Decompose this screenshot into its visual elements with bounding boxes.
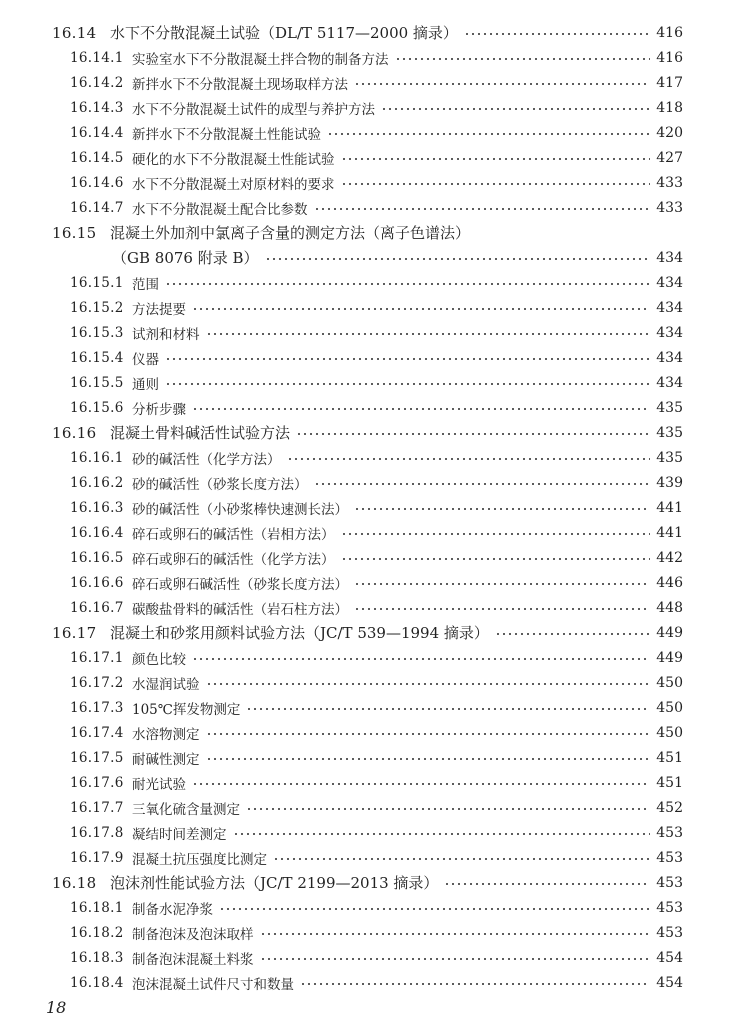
dot-leader	[260, 958, 651, 960]
entry-title: （GB 8076 附录 B）	[112, 249, 259, 267]
entry-page-number: 453	[656, 849, 683, 866]
toc-subsection-entry[interactable]	[0, 470, 730, 495]
toc-subsection-entry[interactable]	[0, 570, 730, 595]
entry-page-number: 453	[656, 874, 683, 891]
entry-number: 16.17.6	[70, 774, 124, 791]
entry-title: 实验室水下不分散混凝土拌合物的制备方法	[132, 51, 389, 68]
dot-leader	[192, 408, 650, 410]
entry-number: 16.17.1	[70, 649, 124, 666]
toc-subsection-entry[interactable]	[0, 770, 730, 795]
toc-section-entry[interactable]	[0, 220, 730, 245]
dot-leader	[354, 608, 650, 610]
entry-page-number: 453	[656, 824, 683, 841]
entry-page-number: 420	[656, 124, 683, 141]
dot-leader	[246, 808, 650, 810]
toc-subsection-entry[interactable]	[0, 195, 730, 220]
entry-page-number: 441	[656, 499, 683, 516]
entry-page-number: 449	[656, 624, 683, 641]
entry-title: 混凝土骨料碱活性试验方法	[110, 424, 291, 442]
toc-subsection-entry[interactable]	[0, 845, 730, 870]
toc-section-entry[interactable]	[0, 870, 730, 895]
entry-title: 砂的碱活性（小砂浆棒快速测长法）	[132, 501, 348, 518]
entry-number: 16.15.3	[70, 324, 124, 341]
entry-title: 方法提要	[132, 301, 186, 318]
entry-number: 16.17.8	[70, 824, 124, 841]
entry-title: 新拌水下不分散混凝土现场取样方法	[132, 76, 348, 93]
dot-leader	[354, 583, 650, 585]
toc-subsection-entry[interactable]	[0, 370, 730, 395]
entry-title: 水湿润试验	[132, 676, 200, 693]
entry-number: 16.18.1	[70, 899, 124, 916]
entry-title: 制备泡沫混凝土料浆	[132, 951, 254, 968]
toc-subsection-entry[interactable]	[0, 595, 730, 620]
entry-page-number: 446	[656, 574, 683, 591]
entry-title: 水溶物测定	[132, 726, 200, 743]
entry-title: 制备水泥净浆	[132, 901, 213, 918]
entry-number: 16.16.7	[70, 599, 124, 616]
toc-subsection-entry[interactable]	[0, 495, 730, 520]
entry-page-number: 434	[656, 349, 683, 366]
entry-number: 16.14.6	[70, 174, 124, 191]
entry-page-number: 439	[656, 474, 683, 491]
toc-subsection-entry[interactable]	[0, 920, 730, 945]
dot-leader	[165, 383, 650, 385]
dot-leader	[296, 433, 650, 435]
dot-leader	[265, 258, 651, 260]
toc-subsection-entry[interactable]	[0, 120, 730, 145]
entry-page-number: 449	[656, 649, 683, 666]
dot-leader	[192, 308, 650, 310]
entry-number: 16.18.4	[70, 974, 124, 991]
dot-leader	[354, 83, 650, 85]
entry-number: 16.18.2	[70, 924, 124, 941]
entry-number: 16.15.6	[70, 399, 124, 416]
entry-number: 16.14.1	[70, 49, 124, 66]
entry-number: 16.14.7	[70, 199, 124, 216]
dot-leader	[165, 283, 650, 285]
entry-number: 16.14	[52, 23, 97, 42]
entry-title: 耐碱性测定	[132, 751, 200, 768]
entry-title: 三氧化硫含量测定	[132, 801, 240, 818]
dot-leader	[219, 908, 650, 910]
entry-number: 16.16.5	[70, 549, 124, 566]
toc-subsection-entry[interactable]	[0, 945, 730, 970]
dot-leader	[381, 108, 650, 110]
entry-number: 16.15	[52, 223, 97, 242]
entry-title: 碎石或卵石的碱活性（岩相方法）	[132, 526, 335, 543]
entry-title: 新拌水下不分散混凝土性能试验	[132, 126, 321, 143]
toc-subsection-entry[interactable]	[0, 345, 730, 370]
entry-page-number: 433	[656, 199, 683, 216]
entry-title: 碎石或卵石的碱活性（化学方法）	[132, 551, 335, 568]
entry-page-number: 417	[656, 74, 683, 91]
entry-number: 16.18.3	[70, 949, 124, 966]
toc-subsection-entry[interactable]	[0, 795, 730, 820]
entry-title: 水下不分散混凝土试验（DL/T 5117—2000 摘录）	[110, 24, 458, 42]
dot-leader	[206, 758, 651, 760]
entry-title: 泡沫混凝土试件尺寸和数量	[132, 976, 294, 993]
entry-title: 硬化的水下不分散混凝土性能试验	[132, 151, 335, 168]
toc-subsection-entry[interactable]	[0, 645, 730, 670]
dot-leader	[233, 833, 651, 835]
entry-page-number: 442	[656, 549, 683, 566]
entry-page-number: 450	[656, 724, 683, 741]
entry-number: 16.14.3	[70, 99, 124, 116]
toc-subsection-entry[interactable]	[0, 320, 730, 345]
toc-subsection-entry[interactable]	[0, 170, 730, 195]
dot-leader	[341, 558, 651, 560]
entry-page-number: 434	[656, 324, 683, 341]
toc-subsection-entry[interactable]	[0, 670, 730, 695]
dot-leader	[165, 358, 650, 360]
entry-title: 混凝土抗压强度比测定	[132, 851, 267, 868]
dot-leader	[354, 508, 650, 510]
entry-title: 范围	[132, 276, 159, 293]
entry-page-number: 450	[656, 674, 683, 691]
entry-page-number: 451	[656, 749, 683, 766]
entry-title: 水下不分散混凝土配合比参数	[132, 201, 308, 218]
entry-page-number: 451	[656, 774, 683, 791]
entry-title: 水下不分散混凝土试件的成型与养护方法	[132, 101, 375, 118]
toc-section-entry[interactable]	[0, 20, 730, 45]
entry-number: 16.17.2	[70, 674, 124, 691]
entry-number: 16.15.1	[70, 274, 124, 291]
entry-number: 16.17.9	[70, 849, 124, 866]
entry-title: 105℃挥发物测定	[132, 701, 241, 718]
toc-subsection-entry[interactable]	[0, 45, 730, 70]
entry-page-number: 434	[656, 374, 683, 391]
entry-title: 仪器	[132, 351, 159, 368]
dot-leader	[327, 133, 650, 135]
entry-number: 16.16.2	[70, 474, 124, 491]
entry-page-number: 416	[656, 24, 683, 41]
dot-leader	[341, 183, 651, 185]
dot-leader	[206, 333, 651, 335]
toc-subsection-entry[interactable]	[0, 895, 730, 920]
dot-leader	[206, 733, 651, 735]
page-number: 18	[46, 998, 67, 1017]
entry-page-number: 434	[656, 249, 683, 266]
entry-title: 耐光试验	[132, 776, 186, 793]
entry-number: 16.16.1	[70, 449, 124, 466]
toc-subsection-entry[interactable]	[0, 395, 730, 420]
toc-subsection-entry[interactable]	[0, 745, 730, 770]
toc-subsection-entry[interactable]	[0, 295, 730, 320]
entry-number: 16.18	[52, 873, 97, 892]
entry-number: 16.16.3	[70, 499, 124, 516]
toc-subsection-entry[interactable]	[0, 70, 730, 95]
dot-leader	[287, 458, 651, 460]
entry-title: 通则	[132, 376, 159, 393]
dot-leader	[260, 933, 651, 935]
dot-leader	[341, 158, 651, 160]
entry-page-number: 435	[656, 399, 683, 416]
dot-leader	[273, 858, 650, 860]
entry-title: 混凝土外加剂中氯离子含量的测定方法（离子色谱法）	[110, 224, 471, 242]
toc-section-entry[interactable]	[0, 420, 730, 445]
entry-number: 16.16	[52, 423, 97, 442]
entry-number: 16.17	[52, 623, 97, 642]
entry-title: 碎石或卵石碱活性（砂浆长度方法）	[132, 576, 348, 593]
toc-subsection-entry[interactable]	[0, 695, 730, 720]
entry-page-number: 418	[656, 99, 683, 116]
entry-number: 16.16.4	[70, 524, 124, 541]
entry-number: 16.17.3	[70, 699, 124, 716]
toc-entry-continuation[interactable]	[0, 245, 730, 270]
dot-leader	[192, 658, 650, 660]
toc-subsection-entry[interactable]	[0, 720, 730, 745]
toc-subsection-entry[interactable]	[0, 520, 730, 545]
entry-page-number: 427	[656, 149, 683, 166]
entry-title: 砂的碱活性（化学方法）	[132, 451, 281, 468]
entry-page-number: 454	[656, 949, 683, 966]
entry-page-number: 441	[656, 524, 683, 541]
entry-page-number: 454	[656, 974, 683, 991]
entry-title: 凝结时间差测定	[132, 826, 227, 843]
entry-number: 16.15.4	[70, 349, 124, 366]
entry-number: 16.17.4	[70, 724, 124, 741]
dot-leader	[464, 33, 650, 35]
entry-page-number: 416	[656, 49, 683, 66]
entry-page-number: 450	[656, 699, 683, 716]
toc-section-entry[interactable]	[0, 620, 730, 645]
entry-title: 试剂和材料	[132, 326, 200, 343]
entry-number: 16.17.5	[70, 749, 124, 766]
entry-title: 分析步骤	[132, 401, 186, 418]
entry-number: 16.14.2	[70, 74, 124, 91]
entry-page-number: 435	[656, 424, 683, 441]
toc-subsection-entry[interactable]	[0, 445, 730, 470]
toc-subsection-entry[interactable]	[0, 270, 730, 295]
entry-title: 制备泡沫及泡沫取样	[132, 926, 254, 943]
entry-page-number: 433	[656, 174, 683, 191]
entry-number: 16.15.2	[70, 299, 124, 316]
toc-subsection-entry[interactable]	[0, 95, 730, 120]
dot-leader	[395, 58, 651, 60]
dot-leader	[300, 983, 650, 985]
entry-number: 16.17.7	[70, 799, 124, 816]
entry-page-number: 453	[656, 899, 683, 916]
entry-page-number: 453	[656, 924, 683, 941]
entry-title: 水下不分散混凝土对原材料的要求	[132, 176, 335, 193]
entry-page-number: 452	[656, 799, 683, 816]
entry-page-number: 434	[656, 274, 683, 291]
dot-leader	[314, 208, 651, 210]
entry-page-number: 435	[656, 449, 683, 466]
entry-number: 16.14.5	[70, 149, 124, 166]
dot-leader	[246, 708, 650, 710]
entry-number: 16.14.4	[70, 124, 124, 141]
entry-number: 16.16.6	[70, 574, 124, 591]
entry-page-number: 448	[656, 599, 683, 616]
entry-title: 混凝土和砂浆用颜料试验方法（JC/T 539—1994 摘录）	[110, 624, 489, 642]
entry-title: 砂的碱活性（砂浆长度方法）	[132, 476, 308, 493]
dot-leader	[444, 883, 650, 885]
toc-subsection-entry[interactable]	[0, 545, 730, 570]
table-of-contents	[0, 20, 730, 995]
entry-title: 碳酸盐骨料的碱活性（岩石柱方法）	[132, 601, 348, 618]
entry-title: 颜色比较	[132, 651, 186, 668]
toc-subsection-entry[interactable]	[0, 970, 730, 995]
entry-page-number: 434	[656, 299, 683, 316]
toc-subsection-entry[interactable]	[0, 820, 730, 845]
dot-leader	[495, 633, 650, 635]
dot-leader	[192, 783, 650, 785]
entry-number: 16.15.5	[70, 374, 124, 391]
dot-leader	[206, 683, 651, 685]
dot-leader	[341, 533, 651, 535]
toc-subsection-entry[interactable]	[0, 145, 730, 170]
dot-leader	[314, 483, 651, 485]
entry-title: 泡沫剂性能试验方法（JC/T 2199—2013 摘录）	[110, 874, 439, 892]
